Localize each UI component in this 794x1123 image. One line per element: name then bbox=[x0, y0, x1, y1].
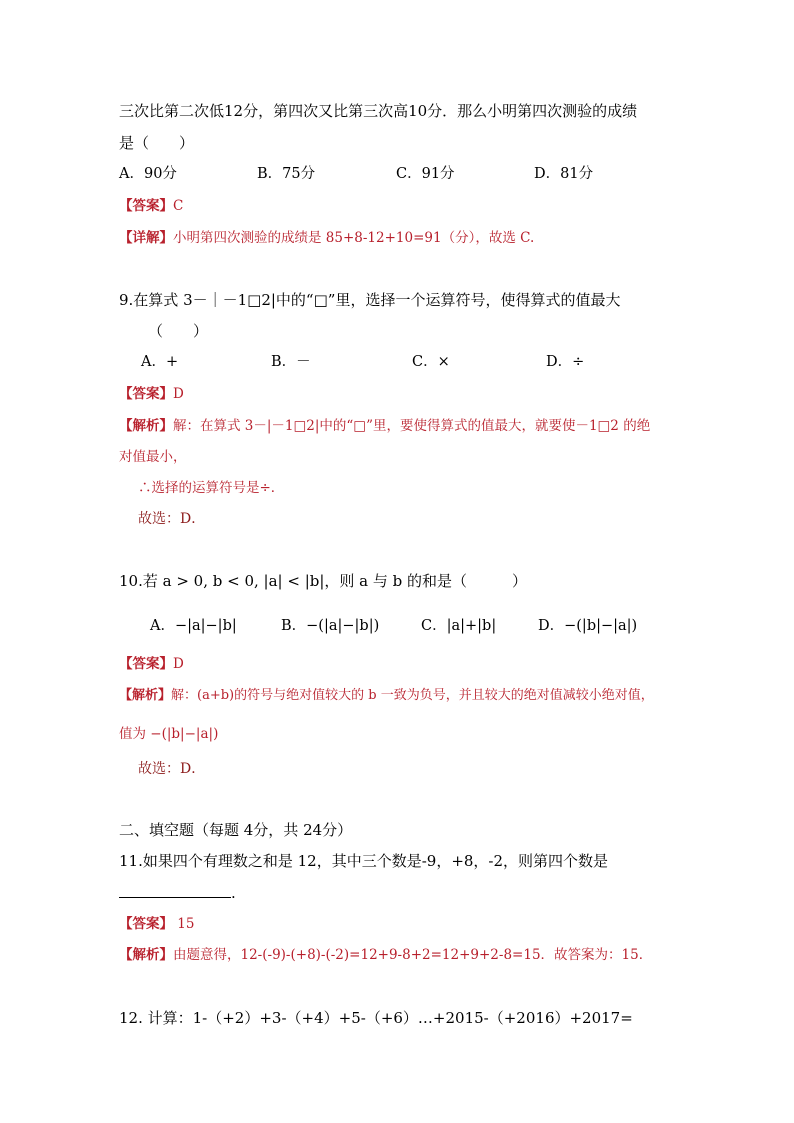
q9-conclusion: 故选：D． bbox=[138, 511, 206, 527]
q9-stem: 9.在算式 3－｜－1□2|中的“□”里，选择一个运算符号，使得算式的值最大 bbox=[119, 291, 621, 309]
q12-stem: 12. 计算：1-（+2）+3-（+4）+5-（+6）…+2015-（+2016）+2017= bbox=[119, 1009, 633, 1027]
q10-number: 10. bbox=[119, 572, 143, 590]
q11-period: . bbox=[231, 884, 236, 902]
analysis-text: 由题意得，12-(-9)-(+8)-(-2)=12+9-8+2=12+9+2-8=15．故答案为：15． bbox=[173, 947, 653, 963]
answer-value: D bbox=[173, 386, 184, 402]
q10-option-a: A．−|a|−|b| bbox=[150, 618, 237, 634]
answer-tag: 【答案】 bbox=[119, 916, 173, 932]
answer-value: D bbox=[173, 656, 184, 672]
q9-answer bbox=[119, 384, 184, 404]
q8-option-d: D．81分 bbox=[534, 166, 594, 182]
answer-tag: 【答案】 bbox=[119, 656, 173, 672]
q11-stem: 11.如果四个有理数之和是 12，其中三个数是-9，+8，-2，则第四个数是 bbox=[119, 852, 609, 870]
q9-paren: （ ） bbox=[148, 322, 209, 340]
answer-tag: 【答案】 bbox=[119, 198, 173, 214]
analysis-text: 解：在算式 3－|－1□2|中的“□”里，要使得算式的值最大，就要使－1□2 的绝 bbox=[173, 418, 651, 434]
q9-option-a: A．+ bbox=[141, 354, 179, 370]
q11-blank-line bbox=[119, 883, 236, 903]
answer-blank[interactable] bbox=[119, 883, 231, 898]
q8-detail bbox=[119, 228, 534, 248]
q9-analysis-line1 bbox=[119, 416, 650, 436]
q8-stem-line1: 三次比第二次低12分，第四次又比第三次高10分．那么小明第四次测验的成绩 bbox=[119, 102, 638, 120]
q10-analysis-line1 bbox=[119, 686, 654, 706]
q9-option-b: B．－ bbox=[271, 354, 311, 370]
q8-stem-line2: 是（ ） bbox=[119, 134, 195, 152]
q9-analysis-line3: ∴选择的运算符号是÷． bbox=[138, 480, 285, 496]
q10-answer bbox=[119, 654, 184, 674]
answer-tag: 【答案】 bbox=[119, 386, 173, 402]
q11-answer bbox=[119, 914, 194, 934]
analysis-tag: 【解析】 bbox=[119, 418, 173, 434]
q10-conclusion: 故选：D． bbox=[138, 761, 206, 777]
q10-stem bbox=[119, 571, 527, 591]
q9-analysis-line2: 对值最小， bbox=[119, 449, 187, 465]
analysis-tag: 【解析】 bbox=[119, 947, 173, 963]
analysis-text: 解：(a+b)的符号与绝对值较大的 b 一致为负号，并且较大的绝对值减较小绝对值， bbox=[171, 688, 654, 703]
analysis-tag: 【解析】 bbox=[119, 688, 172, 703]
q9-option-c: C．× bbox=[412, 354, 450, 370]
answer-value: 15 bbox=[177, 916, 195, 932]
q10-option-c: C．|a|+|b| bbox=[421, 618, 497, 634]
q10-option-b: B．−(|a|−|b|) bbox=[281, 618, 380, 634]
q8-answer bbox=[119, 196, 183, 216]
q9-option-d: D．÷ bbox=[546, 354, 585, 370]
q10-analysis-line2: 值为 −(|b|−|a|) bbox=[119, 726, 219, 742]
answer-value: C bbox=[173, 198, 184, 214]
q8-option-c: C．91分 bbox=[396, 166, 455, 182]
q8-option-b: B．75分 bbox=[257, 166, 316, 182]
q10-condition: 若 a > 0, b < 0, |a| < |b|，则 a 与 b 的和是（ ） bbox=[142, 572, 528, 590]
q11-analysis bbox=[119, 945, 652, 965]
section-heading: 二、填空题（每题 4分，共 24分） bbox=[119, 821, 353, 839]
detail-text: 小明第四次测验的成绩是 85+8-12+10=91（分），故选 C. bbox=[173, 230, 535, 246]
q10-option-d: D．−(|b|−|a|) bbox=[538, 618, 638, 634]
q8-option-a: A．90分 bbox=[119, 166, 177, 182]
detail-tag: 【详解】 bbox=[119, 230, 173, 246]
